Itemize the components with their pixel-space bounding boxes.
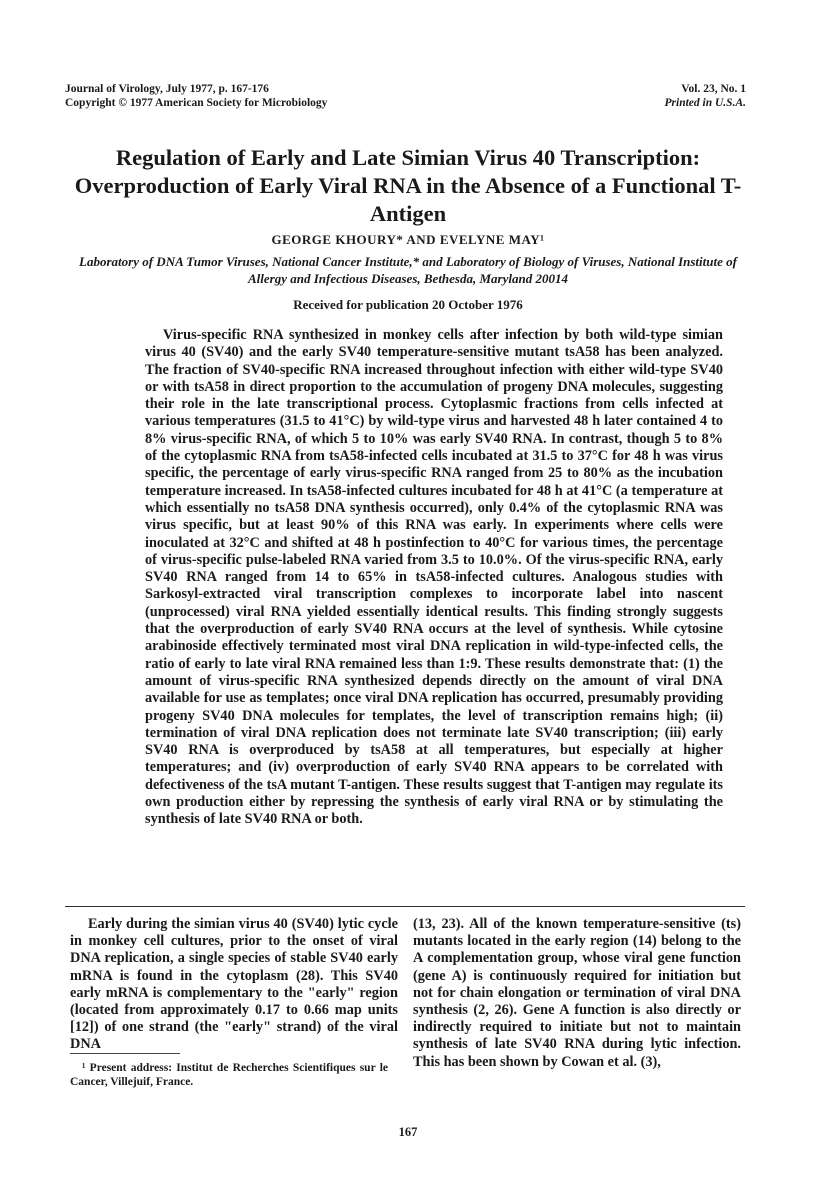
journal-header-left — [65, 82, 327, 110]
footnote: ¹ Present address: Institut de Recherches Scientifiques sur le Cancer, Villejuif, France. — [70, 1062, 388, 1088]
received-date: Received for publication 20 October 1976 — [293, 297, 523, 312]
abstract: Virus-specific RNA synthesized in monkey cells after infection by both wild-type simian virus 40 (SV40) and the early SV40 temperature-sensitive mutant tsA58 has been analyzed. The fraction of SV40-specific RNA increased throughout infection with either wild-type SV40 or with tsA58 in direct proportion to the accumulation of progeny DNA molecules, suggesting their role in the late transcriptional process. Cytoplasmic fractions from cells infected at various temperatures (31.5 to 41°C) by wild-type virus and harvested 48 h later contained 4 to 8% virus-specific RNA, of which 5 to 10% was early SV40 RNA. In contrast, though 5 to 8% of the cytoplasmic RNA from tsA58-infected cells incubated at 31.5 to 37°C for 48 h was virus specific, the percentage of early virus-specific RNA ranged from 25 to 80% as the incubation temperature increased. In tsA58-infected cultures incubated for 48 h at 41°C (a temperature at which essentially no tsA58 DNA synthesis occurred), only 0.4% of the cytoplasmic RNA was virus specific, but at least 90% of this RNA was early. In experiments where cells were inoculated at 32°C and shifted at 48 h postinfection to 40°C for various times, the percentage of virus-specific pulse-labeled RNA varied from 3.5 to 10.0%. Of the virus-specific RNA, early SV40 RNA ranged from 14 to 65% in tsA58-infected cultures. Analogous studies with Sarkosyl-extracted viral transcription complexes to incorporate label into nascent (unprocessed) viral RNA yielded essentially identical results. This finding strongly suggests that the overproduction of early SV40 RNA occurs at the level of synthesis. While cytosine arabinoside effectively terminated most viral DNA replication in wild-type-infected cells, the ratio of early to late viral RNA remained less than 1:9. These results demonstrate that: (1) the amount of virus-specific RNA synthesized depends directly on the amount of viral DNA available for use as templates; once viral DNA replication has occurred, presumably providing progeny SV40 DNA molecules for templates, the level of transcription remains high; (ii) termination of viral DNA replication does not terminate late SV40 transcription; (iii) early SV40 RNA is overproduced by tsA58 at all temperatures, but especially at higher temperatures; and (iv) overproduction of early SV40 RNA appears to be correlated with defectiveness of the tsA mutant T-antigen. These results suggest that T-antigen may regulate its own production either by repressing the synthesis of early viral RNA or by stimulating the synthesis of late SV40 RNA or both. — [145, 327, 723, 828]
volume-issue: Vol. 23, No. 1 — [681, 83, 746, 95]
journal-citation: Journal of Virology, July 1977, p. 167-176 — [65, 83, 269, 95]
journal-header-right — [665, 82, 746, 110]
section-divider — [65, 906, 745, 907]
article-title: Regulation of Early and Late Simian Virus 40 Transcription: Overproduction of Early Viral RNA in the Absence of a Functional T-Antigen — [74, 145, 742, 226]
printed-location: Printed in U.S.A. — [664, 97, 746, 109]
page-number: 167 — [398, 1125, 418, 1139]
body-column-left: Early during the simian virus 40 (SV40) lytic cycle in monkey cell cultures, prior to the onset of viral DNA replication, a single species of stable SV40 early mRNA is found in the cytoplasm (28). This SV40 early mRNA is complementary to the "early" region (located from approximately 0.17 to 0.66 map units [12]) of one strand (the "early" strand) of the viral DNA — [70, 916, 398, 1053]
copyright-notice: Copyright © 1977 American Society for Microbiology — [65, 97, 328, 109]
body-column-right: (13, 23). All of the known temperature-sensitive (ts) mutants located in the early region (14) belong to the A complementation group, whose viral gene function (gene A) is continuously required for initiation but not for chain elongation or termination of viral DNA synthesis (2, 26). Gene A function is also directly or indirectly required to initiate but not to maintain synthesis of late SV40 RNA during lytic infection. This has been shown by Cowan et al. (3), — [413, 916, 741, 1070]
author-list: GEORGE KHOURY* AND EVELYNE MAY¹ — [271, 232, 545, 247]
footnote-divider — [70, 1053, 180, 1054]
author-affiliation: Laboratory of DNA Tumor Viruses, National Cancer Institute,* and Laboratory of Biology of Viruses, National Institute of Allergy and Infectious Diseases, Bethesda, Maryland 20014 — [79, 254, 737, 286]
